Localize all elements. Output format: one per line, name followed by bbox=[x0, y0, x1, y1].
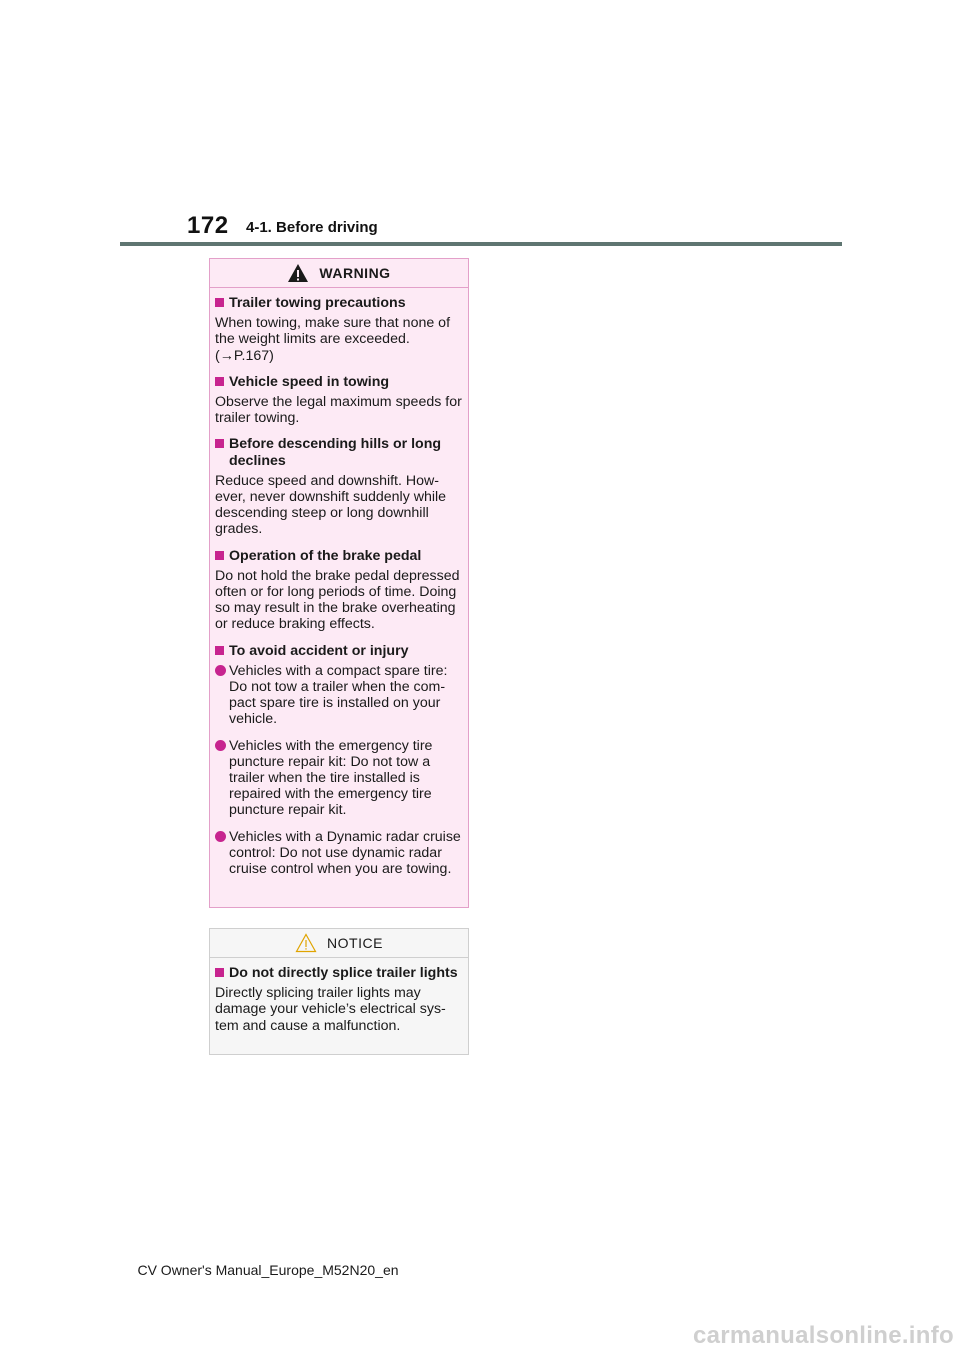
warning-header bbox=[210, 259, 468, 288]
warning-text-towing-precautions: When towing, make sure that none of the weight limits are exceeded. (→P.167) bbox=[215, 315, 451, 364]
square-bullet-icon bbox=[215, 551, 224, 560]
notice-triangle-icon bbox=[295, 933, 317, 953]
warning-heading-towing-precautions: Trailer towing precautions bbox=[215, 295, 463, 311]
square-bullet-icon bbox=[215, 298, 224, 307]
warning-heading-vehicle-speed: Vehicle speed in towing bbox=[215, 374, 463, 390]
warning-heading-brake-pedal: Operation of the brake pedal bbox=[215, 548, 463, 564]
header-divider bbox=[120, 242, 842, 246]
page-number: 172 bbox=[187, 212, 229, 239]
warning-box bbox=[209, 258, 469, 908]
notice-title: NOTICE bbox=[327, 934, 383, 951]
warning-title: WARNING bbox=[319, 264, 391, 281]
footer bbox=[0, 1262, 960, 1278]
warning-text-descending-hills: Reduce speed and downshift. How-ever, never downshift suddenly while descending steep or long downhill grades. bbox=[215, 472, 447, 538]
notice-header bbox=[210, 929, 468, 958]
footer-text: CV Owner's Manual_Europe_M52N20_en bbox=[137, 1262, 399, 1278]
circle-bullet-icon bbox=[215, 665, 226, 676]
warning-heading-descending-hills: Before descending hills or long declines bbox=[215, 436, 463, 468]
circle-bullet-icon bbox=[215, 740, 226, 751]
square-bullet-icon bbox=[215, 968, 224, 977]
notice-text-splice: Directly splicing trailer lights may damage your vehicle’s electrical sys-tem and cause a malfunction. bbox=[215, 985, 446, 1034]
section-title: 4-1. Before driving bbox=[246, 219, 378, 236]
notice-box bbox=[209, 928, 469, 1055]
warning-bullet-compact-spare: Vehicles with a compact spare tire: Do not tow a trailer when the com-pact spare tire is installed on your vehicle. bbox=[215, 663, 463, 728]
notice-body bbox=[210, 958, 468, 1034]
square-bullet-icon bbox=[215, 646, 224, 655]
notice-heading-splice: Do not directly splice trailer lights bbox=[215, 965, 463, 981]
square-bullet-icon bbox=[215, 377, 224, 386]
warning-bullet-radar-cruise: Vehicles with a Dynamic radar cruise control: Do not use dynamic radar cruise control when you are towing. bbox=[215, 829, 463, 878]
warning-triangle-icon bbox=[287, 263, 309, 283]
circle-bullet-icon bbox=[215, 831, 226, 842]
warning-text-vehicle-speed: Observe the legal maximum speeds for trailer towing. bbox=[215, 394, 462, 427]
warning-bullet-repair-kit: Vehicles with the emergency tire puncture repair kit: Do not tow a trailer when the tire installed is repaired with the emergency tire puncture repair kit. bbox=[215, 738, 463, 819]
watermark[interactable]: carmanualsonline.info bbox=[692, 1322, 954, 1349]
warning-text-brake-pedal: Do not hold the brake pedal depressed often or for long periods of time. Doing so may result in the brake overheating or reduce braking effects. bbox=[215, 567, 460, 633]
square-bullet-icon bbox=[215, 439, 224, 448]
warning-heading-avoid-accident: To avoid accident or injury bbox=[215, 643, 463, 659]
warning-body bbox=[210, 288, 468, 877]
